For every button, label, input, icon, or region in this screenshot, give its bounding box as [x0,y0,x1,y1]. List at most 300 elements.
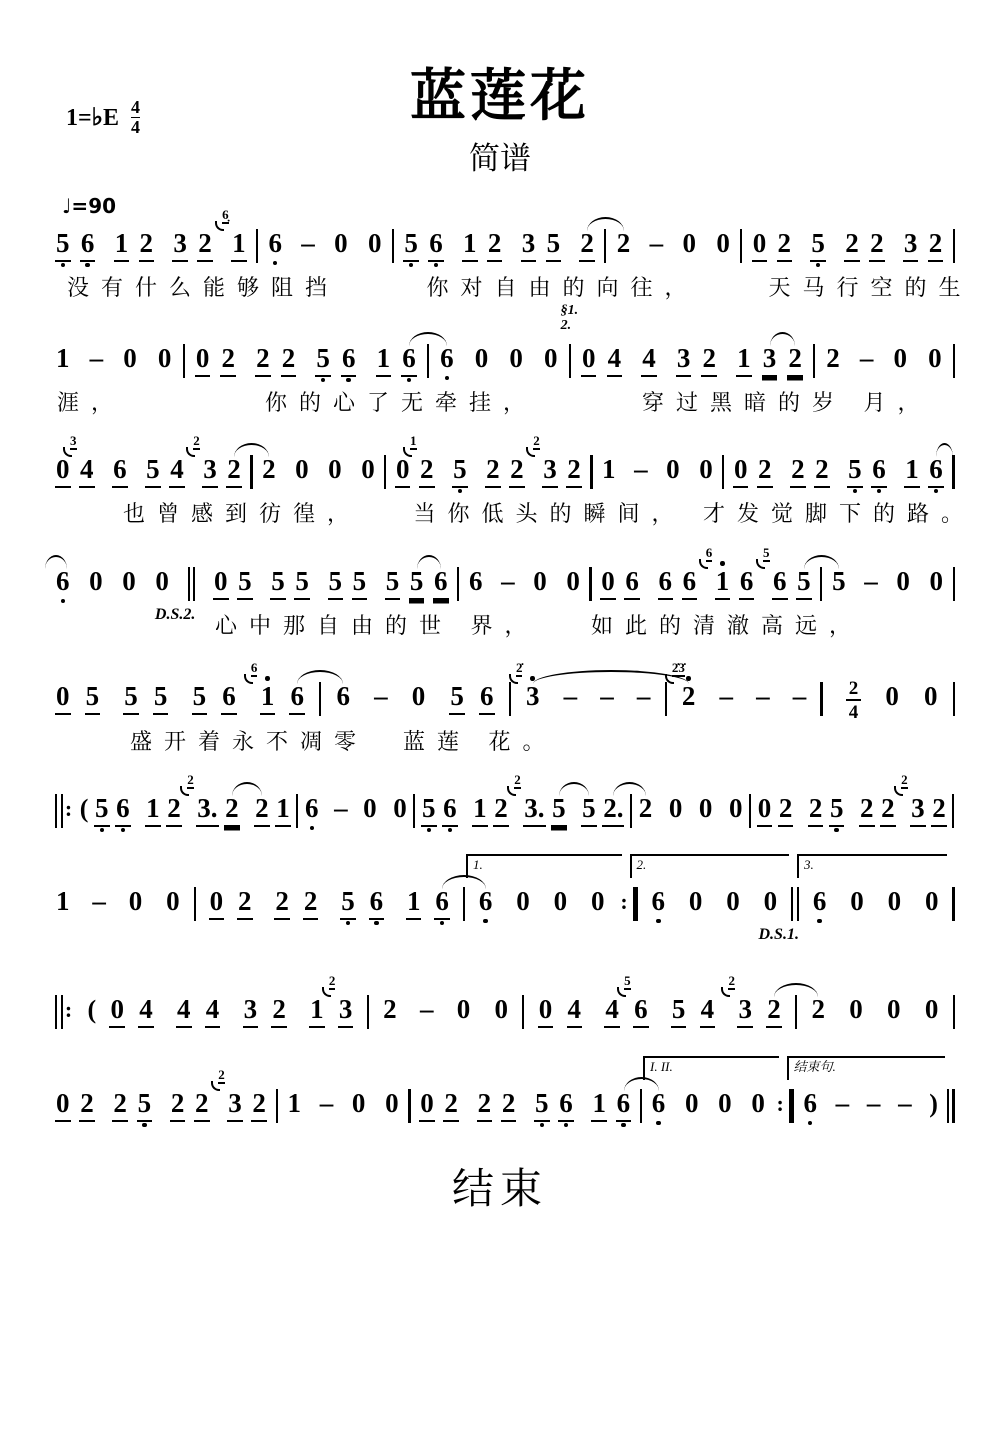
note: 1 [472,787,488,834]
note: 2 [255,337,271,384]
rest-note: 0 [668,793,683,823]
note: 2 [757,448,773,495]
note: 2 [224,787,240,834]
volta-bracket: 3. [797,854,947,878]
note: 6 [369,880,385,927]
barline [408,1082,410,1123]
note: 5 [145,448,161,495]
note: 5 [581,787,597,834]
note: 2 [493,787,509,834]
note: 2 [778,787,794,834]
note: 3 [521,222,537,269]
time-numerator: 4 [131,97,141,117]
note: 6 [433,560,449,607]
rest-note: 0 [726,886,740,916]
duration-dash: – [501,566,515,596]
rest-note: 0 [334,228,348,258]
slur-tie-arc [587,217,624,231]
rest-note: 0 [718,1088,732,1118]
note: 2 [701,337,717,384]
barline [952,880,954,921]
note: 5 [452,448,468,495]
grace-note: 3 [70,433,77,448]
volta-bracket: I. II. [643,1056,779,1080]
rest-note: 0 [494,994,508,1024]
note: 6 [478,880,494,925]
note: 1 [287,1088,302,1118]
rest-note: 0 [893,343,907,373]
note: 3 2 [910,787,926,834]
barline [722,448,724,489]
note: 2 [303,880,319,927]
note: 6 [558,1082,574,1129]
note: 2 [383,994,397,1024]
note: 6 [812,880,828,925]
duration-dash: – [719,681,734,711]
rest-note: 0 [209,880,225,927]
note: 2 [254,787,270,834]
note: 4 [205,988,221,1035]
note: 1 [275,787,291,834]
note: 2 [859,787,875,834]
duration-dash: – [864,566,878,596]
note: 4 [700,988,716,1035]
note: 1 [602,454,616,484]
rest-note: 0 [385,1088,399,1118]
note: 6 [682,560,698,607]
note: 2 [787,337,803,384]
note: 2 [281,337,297,384]
note: 5 [153,675,169,722]
note: 2 [638,793,653,823]
grace-note: 2 [533,433,540,448]
note: 6 [115,787,131,834]
rest-note: 0 [533,566,547,596]
note: 3 2̇ [515,660,540,711]
note: 5 [294,560,310,607]
duration-dash: – [835,1088,850,1118]
note: 6 5 [633,988,649,1035]
note: 3 [676,337,692,384]
barline [590,448,592,489]
slur-tie-arc [936,443,953,457]
rest-note: 0 [684,1088,699,1118]
duration-dash: – [636,681,651,711]
note: 1 [406,880,422,927]
double-barline [154,560,196,623]
note: 2 [237,880,253,927]
note: 6 [468,566,483,596]
note: 5 [315,337,331,384]
ds-mark: D.S.1. [758,926,799,943]
grace-note: 2̇ [515,660,523,675]
note: 6 [55,560,71,605]
note: 6 [112,448,128,495]
score-line-4 [55,545,955,639]
grace-note: 2 [901,772,908,787]
repeat-start-sign: : [55,988,74,1029]
barline [183,337,185,378]
note: 1 [904,448,920,495]
note: 5 [94,787,110,834]
duration-dash: – [600,681,614,711]
note: 2 [869,222,885,269]
song-title: 蓝莲花 [410,64,590,129]
grace-note: 2 [187,772,194,787]
duration-dash: – [92,886,106,916]
note: 5 [55,222,71,269]
score-line-9 [55,1059,955,1129]
note: 1 6 [260,675,276,722]
note: 6 5 [772,560,788,607]
note: 4 [641,337,657,384]
duration-dash: – [301,228,315,258]
note: 4 [176,988,192,1035]
note: 5 [534,1082,550,1129]
note: 6 [651,880,667,925]
duration-dash: – [866,1088,881,1118]
rest-note: 0 [55,448,71,495]
barline [749,787,751,828]
grace-note: 2 [218,1067,225,1082]
grace-note: 2 [514,772,521,787]
rest-note: 0 [361,454,375,484]
grace-note: 6 [705,545,713,560]
barline [457,560,459,601]
barline [522,988,524,1029]
note: 2 [777,222,793,269]
barline [953,988,955,1029]
rest-note: 0 [757,787,773,834]
note: 2 [509,448,525,495]
note: 1 [56,886,70,916]
rest-note: 0 [566,566,580,596]
parenthesis: ( [79,794,89,823]
score-line-2 [55,303,955,416]
note: 1 [145,787,161,834]
rest-note: 0 [688,886,703,916]
note: 2 [844,222,860,269]
rest-note: 0 [553,886,568,916]
rest-note: 0 [581,337,597,384]
rest-note: 0 [928,343,942,373]
barline [384,448,386,489]
rest-note: 0 [128,886,143,916]
note: 5 [340,880,356,927]
note: 6 [658,560,674,607]
duration-dash: – [334,793,348,823]
note: 5 [421,787,437,834]
note: 5 [403,222,419,269]
note: 5 [847,448,863,495]
grace-note: 6̣ [222,207,229,222]
note: 5 [671,988,687,1035]
volta-bracket: 1. [466,854,622,878]
rest-note: 0 [924,681,938,711]
note: 2. [602,787,624,834]
note: 2 [220,337,236,384]
inline-time-signature: 2 4 [846,675,862,723]
note: 3 2 [202,448,218,495]
duration-dash: – [419,994,434,1024]
note: 3 2 [737,988,753,1035]
rest-note: 0 [395,448,411,495]
rest-note: 0 [929,566,943,596]
rest-note: 0 [849,994,863,1024]
repeat-end-sign: : [618,880,637,921]
note: 5 [328,560,344,607]
rest-note: 0 [516,886,530,916]
lyrics-line: 也曾感到彷徨， 当你低头的瞬间， 才发觉脚下的路。 [123,500,976,526]
lyrics-line: 没有什么能够阻挡 你对自由的向往， 天马行空的生 [67,274,973,300]
note: 1 [736,337,752,384]
barline [367,988,369,1029]
rest-note: 0 [716,228,730,258]
rest-note: 0 [122,566,136,596]
note: 1 [376,337,392,384]
note: 1 [309,988,325,1035]
note: 5 [546,222,562,269]
note: 2 [112,1082,128,1129]
slur-tie-arc [45,555,67,569]
note: 6 [341,337,357,384]
note: 2 [501,1082,517,1129]
rest-note: 0 [752,222,768,269]
note: 5 [796,560,812,607]
note: 3 [172,222,188,269]
note: 6 [221,675,237,722]
note: 6 [401,337,417,384]
slur-tie-arc [774,983,818,997]
grace-note: 1 [410,433,417,448]
rest-note: 0 [924,994,939,1024]
score-line-7 [55,857,955,943]
note: 2 1 [419,448,435,495]
grace-note: 5 [763,545,770,560]
note: 2 [616,228,631,258]
rest-note: 0 [887,886,902,916]
note: 5 [352,560,368,607]
note: 6 [928,448,944,495]
note: 3 [762,337,778,384]
duration-dash: – [649,228,664,258]
barline [276,1082,278,1123]
slur-tie-arc [297,670,343,684]
repeat-start-sign: : [55,787,74,828]
note: 5 [85,675,101,722]
note: 6 [651,1082,667,1127]
note: 5 [192,675,208,722]
rest-note: 0 [157,343,172,373]
end-label: 结束 [451,1164,548,1213]
barline [589,560,591,601]
note: 3 2 [542,448,558,495]
note: 6 [304,787,320,832]
note: 5 [810,222,826,269]
note: 4 [169,448,185,495]
rest-note: 0 [509,343,523,373]
repeat-end-sign: : [775,1082,794,1123]
note: 2 [262,454,276,484]
note: 2 [826,343,840,373]
rest-note: 0 [600,560,616,607]
note: 2 2̇3̇ [671,660,696,711]
lyrics-line: 盛开着永不凋零 蓝莲 花。 [130,729,557,754]
score-line-1 [55,207,973,301]
note: 3 [243,988,259,1035]
note: 2 [808,787,824,834]
rest-note: 0 [682,228,696,258]
note: 6 [439,337,455,382]
barline [813,337,815,378]
note: 1 6 [715,560,731,607]
duration-dash: – [319,1088,334,1118]
note: 5 [829,787,845,834]
duration-dash: – [898,1088,912,1118]
rest-note: 0 [351,1088,366,1118]
note: 5 [449,675,465,722]
rest-note: 0 [925,886,939,916]
barline [740,222,742,263]
note: 2 [274,880,290,927]
note: 5 [123,675,139,722]
note: 2 [197,222,213,269]
rest-note: 0 [850,886,864,916]
double-barline [947,1082,955,1123]
rest-note: 0 [109,988,125,1035]
rest-note: 0 [367,228,382,258]
note: 5 [832,566,846,596]
note: 6 [336,681,350,711]
slur-tie-arc [417,555,441,569]
lyrics-line: 心中那自由的世 界， 如此的清澈高远， [215,612,864,638]
score-line-5 [55,660,955,755]
duration-dash: – [859,343,874,373]
note: 2 [766,988,782,1035]
parenthesis: ) [929,1089,938,1118]
rest-note: 0 [698,793,713,823]
rest-note: 0 [55,675,71,722]
slur-tie-arc [409,332,447,346]
rest-note: 0 [751,1088,765,1118]
barline [413,787,415,828]
rest-note: 0 [728,793,743,823]
rest-note: 0 [411,681,426,711]
grace-note: 2 [193,433,200,448]
note: 6 [442,787,458,834]
duration-dash: – [89,343,104,373]
score-line-8 [55,973,955,1035]
note: 2 [928,222,944,269]
barline [560,303,579,378]
rest-note: 0 [419,1082,435,1129]
rest-note: 0 [89,566,103,596]
note: 2 [477,1082,493,1129]
grace-note: 5 [624,973,631,988]
note: 2 [811,994,825,1024]
key-label: 1=♭E [66,104,120,131]
grace-note: 2 [328,973,336,988]
rest-note: 0 [699,454,713,484]
barline [952,787,954,828]
slur-tie-arc [804,555,839,569]
rest-note: 0 [733,448,749,495]
grace-note: 2̇3̇ [671,660,685,675]
note: 4 [567,988,583,1035]
volta-bracket: 2. [630,854,790,878]
score-line-6 [55,772,955,834]
note: 3. 2 [523,787,545,834]
note: 5 [551,787,567,834]
note: 6 [428,222,444,269]
note: 2 [166,787,182,834]
rest-note: 0 [166,886,180,916]
note: 5 [385,560,401,607]
duration-dash: – [634,454,648,484]
segno-mark: §1. 2. [560,303,579,333]
score-line-3 [55,433,976,527]
note: 4 [138,988,154,1035]
rest-note: 0 [213,560,229,607]
rest-note: 0 [544,343,558,373]
note: 2 [194,1082,210,1129]
note: 4 3 [79,448,95,495]
rest-note: 0 [155,566,169,596]
note: 5 [270,560,286,607]
note: 6 [434,880,450,927]
barline [953,222,955,263]
grace-note: 6 [250,660,258,675]
note: 5 [409,560,425,607]
double-barline [758,880,799,943]
slur-tie-arc [232,782,262,796]
note: 1 [56,343,70,373]
rest-note: 0 [896,566,910,596]
note: 2 [487,222,503,269]
rest-note: 0 [538,988,554,1035]
note: 1 [114,222,130,269]
slur-tie-arc [613,782,646,796]
parenthesis: ( [87,995,97,1024]
note: 6 [479,675,495,722]
note: 3. 2 [196,787,218,834]
note: 2 [790,448,806,495]
note: 2 [579,222,595,269]
slur-tie-arc [234,443,269,457]
ds-mark: D.S.2. [154,606,196,623]
note: 2 [271,988,287,1035]
rest-note: 0 [393,793,407,823]
lyrics-line: 涯， 你的心了无牵挂， 穿过黑暗的岁 月， [57,389,932,415]
note: 2 [226,448,242,495]
rest-note: 0 [666,454,680,484]
slur-tie-arc [770,332,795,346]
note: 2 [251,1082,267,1129]
notation-subtitle: 简谱 [469,141,531,177]
note: 6 [739,560,755,607]
note: 6 [80,222,96,269]
barline [256,222,258,263]
barline [820,675,822,716]
note: 6 [802,1082,818,1127]
volta-bracket: 结束句. [787,1056,946,1080]
note: 6 [624,560,640,607]
note: 2 [79,1082,95,1129]
duration-dash: – [792,681,807,711]
note: 6 [871,448,887,495]
rest-note: 0 [328,454,342,484]
note: 4 [604,988,620,1035]
